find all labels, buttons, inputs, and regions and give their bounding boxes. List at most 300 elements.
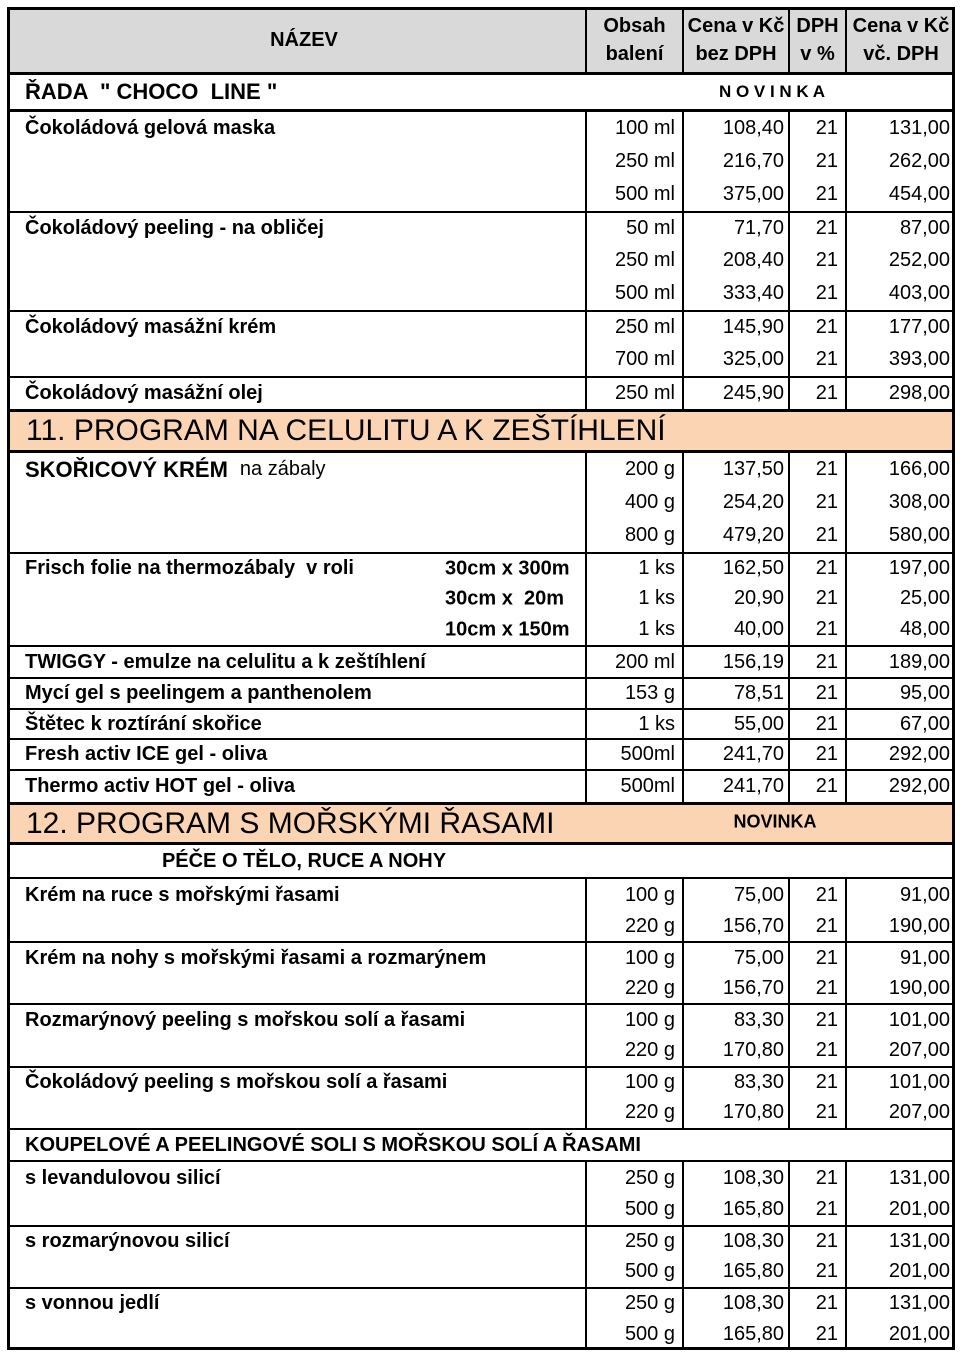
vat-rate: 21 — [815, 1322, 838, 1345]
price-incl-vat-cell — [845, 554, 955, 583]
vat-rate: 21 — [815, 282, 838, 304]
vat-rate-cell — [788, 277, 845, 310]
price-incl-vat: 131,00 — [888, 1292, 950, 1314]
product-name-cell — [7, 554, 585, 583]
price-excl-vat-cell — [682, 343, 788, 376]
product-name-cell — [7, 943, 585, 973]
price-excl-vat-cell — [682, 679, 788, 708]
header-vat-rate-line: DPH — [796, 14, 839, 37]
product-name-cell — [7, 1194, 585, 1225]
vat-rate-cell — [788, 1035, 845, 1066]
vat-rate-cell — [788, 244, 845, 277]
novinka-badge: N O V I N K A — [718, 82, 826, 101]
price-excl-vat-cell — [682, 378, 788, 409]
price-excl-vat: 20,90 — [733, 587, 784, 609]
package-size: 100 g — [624, 883, 675, 906]
product-name: Čokoládový masážní olej — [25, 382, 263, 404]
vat-rate: 21 — [815, 1071, 838, 1093]
product-row — [7, 552, 955, 583]
product-dimension: 30cm x 20m — [445, 587, 564, 609]
package-size: 250 g — [624, 1292, 675, 1314]
vat-rate-cell — [788, 771, 845, 802]
package-size-cell — [585, 710, 682, 738]
price-table — [7, 7, 955, 1350]
price-incl-vat-cell — [845, 178, 955, 211]
price-incl-vat-cell — [845, 213, 955, 244]
vat-rate-cell — [788, 519, 845, 552]
price-excl-vat-cell — [682, 1318, 788, 1350]
vat-rate: 21 — [815, 587, 838, 609]
price-incl-vat-cell — [845, 614, 955, 645]
product-name-cell — [7, 710, 585, 738]
novinka-badge: NOVINKA — [733, 811, 817, 831]
product-row — [7, 1287, 955, 1318]
vat-rate: 21 — [815, 183, 838, 205]
vat-rate: 21 — [815, 217, 838, 239]
product-name: Thermo activ HOT gel - oliva — [25, 775, 296, 797]
vat-rate-cell — [788, 1289, 845, 1318]
package-size-cell — [585, 879, 682, 911]
vat-rate-cell — [788, 740, 845, 769]
price-incl-vat: 201,00 — [888, 1260, 950, 1282]
product-name-cell — [7, 112, 585, 145]
price-excl-vat-cell — [682, 554, 788, 583]
header-package-line: balení — [605, 42, 664, 65]
package-size-cell — [585, 453, 682, 486]
price-excl-vat-cell — [682, 1194, 788, 1225]
header-price-incl-vat-line: vč. DPH — [863, 42, 939, 65]
package-size-cell — [585, 486, 682, 519]
product-name: TWIGGY - emulze na celulitu a k zeštíhlení — [25, 650, 426, 673]
price-incl-vat: 454,00 — [888, 183, 950, 205]
price-excl-vat-cell — [682, 1005, 788, 1035]
product-name: Štětec k roztírání skořice — [25, 712, 262, 735]
product-row — [7, 244, 955, 277]
product-name: Rozmarýnový peeling s mořskou solí a řasami — [25, 1008, 466, 1031]
price-incl-vat-cell — [845, 1005, 955, 1035]
program-title: 11. PROGRAM NA CELULITU A K ZEŠTÍHLENÍ — [26, 414, 666, 447]
price-excl-vat: 170,80 — [722, 1101, 784, 1123]
price-excl-vat-cell — [682, 647, 788, 677]
product-name-cell — [7, 1289, 585, 1318]
package-size: 500 g — [624, 1198, 675, 1220]
package-size-cell — [585, 583, 682, 614]
package-size-cell — [585, 1256, 682, 1287]
vat-rate: 21 — [815, 117, 838, 139]
package-size: 500 g — [624, 1260, 675, 1282]
package-size-cell — [585, 771, 682, 802]
price-excl-vat: 108,30 — [722, 1292, 784, 1314]
price-incl-vat-cell — [845, 973, 955, 1003]
product-name: Čokoládový peeling s mořskou solí a řasami — [25, 1071, 448, 1093]
price-excl-vat: 325,00 — [722, 348, 784, 370]
price-incl-vat: 580,00 — [888, 524, 950, 546]
vat-rate: 21 — [815, 1008, 838, 1031]
price-excl-vat: 208,40 — [722, 249, 784, 271]
vat-rate-cell — [788, 1256, 845, 1287]
header-price-incl-vat-line: Cena v Kč — [852, 14, 950, 37]
price-incl-vat-cell — [845, 1068, 955, 1097]
price-incl-vat-cell — [845, 771, 955, 802]
price-excl-vat-cell — [682, 973, 788, 1003]
price-excl-vat: 254,20 — [722, 491, 784, 513]
price-excl-vat: 241,70 — [722, 775, 784, 797]
package-size-cell — [585, 343, 682, 376]
price-incl-vat: 201,00 — [888, 1198, 950, 1220]
product-name-cell — [7, 679, 585, 708]
price-incl-vat: 308,00 — [888, 491, 950, 513]
product-name-cell — [7, 213, 585, 244]
product-row — [7, 178, 955, 211]
vat-rate-cell — [788, 710, 845, 738]
price-excl-vat: 170,80 — [722, 1039, 784, 1061]
product-row — [7, 911, 955, 941]
program-band — [7, 802, 955, 845]
price-incl-vat-cell — [845, 911, 955, 941]
package-size: 1 ks — [638, 587, 675, 609]
vat-rate-cell — [788, 1005, 845, 1035]
vat-rate-cell — [788, 112, 845, 145]
price-excl-vat-cell — [682, 277, 788, 310]
price-excl-vat: 83,30 — [733, 1008, 784, 1031]
package-size-cell — [585, 1194, 682, 1225]
price-excl-vat-cell — [682, 112, 788, 145]
price-excl-vat: 108,40 — [722, 117, 784, 139]
vat-rate-cell — [788, 1097, 845, 1128]
header-package — [585, 7, 682, 72]
package-size-cell — [585, 1289, 682, 1318]
product-name: Krém na nohy s mořskými řasami a rozmarýnem — [25, 946, 487, 969]
price-excl-vat: 479,20 — [722, 524, 784, 546]
product-name-cell — [7, 1256, 585, 1287]
vat-rate-cell — [788, 312, 845, 343]
price-incl-vat: 101,00 — [888, 1071, 950, 1093]
package-size-cell — [585, 312, 682, 343]
vat-rate: 21 — [815, 650, 838, 673]
price-excl-vat: 165,80 — [722, 1260, 784, 1282]
price-excl-vat: 162,50 — [722, 557, 784, 579]
price-incl-vat-cell — [845, 1035, 955, 1066]
package-size-cell — [585, 519, 682, 552]
product-name: Fresh activ ICE gel - oliva — [25, 743, 268, 765]
vat-rate-cell — [788, 453, 845, 486]
price-excl-vat: 333,40 — [722, 282, 784, 304]
package-size: 100 g — [624, 1071, 675, 1093]
price-excl-vat-cell — [682, 1256, 788, 1287]
package-size-cell — [585, 213, 682, 244]
price-excl-vat: 145,90 — [722, 316, 784, 338]
price-incl-vat-cell — [845, 453, 955, 486]
product-name-cell — [7, 145, 585, 178]
product-name-cell — [7, 519, 585, 552]
package-size-cell — [585, 1162, 682, 1194]
vat-rate: 21 — [815, 491, 838, 513]
vat-rate: 21 — [815, 524, 838, 546]
package-size: 500ml — [620, 743, 675, 765]
price-incl-vat-cell — [845, 244, 955, 277]
package-size: 200 ml — [614, 650, 675, 673]
product-row — [7, 1066, 955, 1097]
vat-rate-cell — [788, 583, 845, 614]
product-row — [7, 211, 955, 244]
price-incl-vat: 95,00 — [899, 682, 950, 704]
vat-rate: 21 — [815, 914, 838, 937]
package-size: 1 ks — [638, 557, 675, 579]
vat-rate: 21 — [815, 883, 838, 906]
price-excl-vat: 71,70 — [733, 217, 784, 239]
product-dimension: 30cm x 300m — [445, 557, 570, 579]
package-size: 100 g — [624, 1008, 675, 1031]
price-excl-vat: 156,19 — [722, 650, 784, 673]
vat-rate: 21 — [815, 382, 838, 404]
price-excl-vat: 55,00 — [733, 712, 784, 735]
price-incl-vat-cell — [845, 277, 955, 310]
vat-rate: 21 — [815, 1039, 838, 1061]
product-name-cell — [7, 647, 585, 677]
price-incl-vat: 393,00 — [888, 348, 950, 370]
price-incl-vat-cell — [845, 112, 955, 145]
product-name-cell — [7, 312, 585, 343]
package-size-cell — [585, 911, 682, 941]
price-excl-vat: 137,50 — [722, 458, 784, 480]
package-size: 500 g — [624, 1322, 675, 1345]
product-row — [7, 941, 955, 973]
vat-rate-cell — [788, 1194, 845, 1225]
price-incl-vat: 91,00 — [899, 946, 950, 969]
price-excl-vat-cell — [682, 519, 788, 552]
package-size-cell — [585, 1318, 682, 1350]
product-name-cell — [7, 453, 585, 486]
package-size: 100 ml — [614, 117, 675, 139]
product-name-cell — [7, 486, 585, 519]
price-incl-vat: 101,00 — [888, 1008, 950, 1031]
header-price-excl-vat — [682, 7, 788, 72]
price-incl-vat-cell — [845, 486, 955, 519]
price-excl-vat-cell — [682, 1289, 788, 1318]
price-excl-vat: 165,80 — [722, 1322, 784, 1345]
product-name-cell — [7, 1097, 585, 1128]
price-incl-vat-cell — [845, 943, 955, 973]
product-name-cell — [7, 614, 585, 645]
price-incl-vat-cell — [845, 1194, 955, 1225]
product-name: Mycí gel s peelingem a panthenolem — [25, 682, 372, 704]
package-size: 200 g — [624, 458, 675, 480]
price-excl-vat: 241,70 — [722, 743, 784, 765]
price-incl-vat-cell — [845, 1289, 955, 1318]
price-incl-vat: 403,00 — [888, 282, 950, 304]
package-size-cell — [585, 1097, 682, 1128]
product-row — [7, 1097, 955, 1128]
product-name: s rozmarýnovou silicí — [25, 1230, 230, 1252]
product-name-cell — [7, 343, 585, 376]
package-size-cell — [585, 244, 682, 277]
header-price-incl-vat — [845, 7, 955, 72]
vat-rate: 21 — [815, 1260, 838, 1282]
price-incl-vat-cell — [845, 1227, 955, 1256]
package-size-cell — [585, 1005, 682, 1035]
price-incl-vat: 131,00 — [888, 1230, 950, 1252]
product-row — [7, 343, 955, 376]
price-incl-vat: 292,00 — [888, 775, 950, 797]
product-row — [7, 112, 955, 145]
vat-rate: 21 — [815, 1198, 838, 1220]
package-size: 250 g — [624, 1230, 675, 1252]
product-row — [7, 879, 955, 911]
vat-rate: 21 — [815, 682, 838, 704]
vat-rate: 21 — [815, 150, 838, 172]
header-name — [7, 7, 585, 72]
package-size-cell — [585, 740, 682, 769]
price-excl-vat-cell — [682, 943, 788, 973]
price-excl-vat: 75,00 — [733, 883, 784, 906]
price-incl-vat-cell — [845, 710, 955, 738]
product-row — [7, 145, 955, 178]
package-size: 250 ml — [614, 382, 675, 404]
package-size: 153 g — [624, 682, 675, 704]
product-row — [7, 583, 955, 614]
product-row — [7, 310, 955, 343]
vat-rate-cell — [788, 647, 845, 677]
group-heading-row — [7, 845, 955, 879]
price-incl-vat: 48,00 — [899, 618, 950, 640]
product-name-cell — [7, 1318, 585, 1350]
group-heading-row — [7, 1128, 955, 1162]
price-incl-vat: 190,00 — [888, 976, 950, 999]
vat-rate: 21 — [815, 946, 838, 969]
product-row — [7, 486, 955, 519]
package-size-cell — [585, 112, 682, 145]
price-incl-vat: 262,00 — [888, 150, 950, 172]
price-incl-vat-cell — [845, 740, 955, 769]
vat-rate-cell — [788, 213, 845, 244]
price-incl-vat-cell — [845, 519, 955, 552]
package-size-cell — [585, 647, 682, 677]
price-incl-vat-cell — [845, 145, 955, 178]
package-size: 500 ml — [614, 183, 675, 205]
product-row — [7, 708, 955, 738]
price-excl-vat-cell — [682, 1227, 788, 1256]
vat-rate-cell — [788, 145, 845, 178]
vat-rate-cell — [788, 879, 845, 911]
vat-rate-cell — [788, 1227, 845, 1256]
product-name: s vonnou jedlí — [25, 1292, 160, 1314]
product-name: Čokoládový masážní krém — [25, 316, 277, 338]
price-incl-vat: 207,00 — [888, 1039, 950, 1061]
package-size-cell — [585, 614, 682, 645]
package-size-cell — [585, 1068, 682, 1097]
product-name-cell — [7, 879, 585, 911]
package-size: 500 ml — [614, 282, 675, 304]
vat-rate: 21 — [815, 1101, 838, 1123]
vat-rate-cell — [788, 178, 845, 211]
price-incl-vat-cell — [845, 1256, 955, 1287]
price-excl-vat-cell — [682, 1162, 788, 1194]
price-incl-vat-cell — [845, 312, 955, 343]
price-excl-vat-cell — [682, 312, 788, 343]
product-name: SKOŘICOVÝ KRÉM — [25, 456, 228, 482]
product-row — [7, 614, 955, 645]
price-excl-vat-cell — [682, 178, 788, 211]
product-row — [7, 738, 955, 769]
product-name-cell — [7, 1035, 585, 1066]
product-name-cell — [7, 277, 585, 310]
header-name-text: NÁZEV — [270, 28, 338, 51]
price-incl-vat: 189,00 — [888, 650, 950, 673]
price-incl-vat-cell — [845, 647, 955, 677]
product-name-cell — [7, 1005, 585, 1035]
product-row — [7, 1035, 955, 1066]
price-incl-vat-cell — [845, 343, 955, 376]
price-incl-vat-cell — [845, 679, 955, 708]
package-size-cell — [585, 554, 682, 583]
vat-rate: 21 — [815, 557, 838, 579]
price-excl-vat-cell — [682, 213, 788, 244]
header-price-excl-vat-line: Cena v Kč — [687, 14, 785, 37]
price-incl-vat-cell — [845, 1162, 955, 1194]
product-row — [7, 1225, 955, 1256]
package-size-cell — [585, 973, 682, 1003]
vat-rate-cell — [788, 486, 845, 519]
price-excl-vat: 216,70 — [722, 150, 784, 172]
vat-rate: 21 — [815, 976, 838, 999]
vat-rate-cell — [788, 554, 845, 583]
product-name: Čokoládová gelová maska — [25, 117, 276, 139]
price-excl-vat-cell — [682, 453, 788, 486]
product-name: s levandulovou silicí — [25, 1166, 221, 1189]
price-excl-vat: 78,51 — [733, 682, 784, 704]
product-row — [7, 1256, 955, 1287]
vat-rate: 21 — [815, 1292, 838, 1314]
product-name: Frisch folie na thermozábaly v roli — [25, 557, 354, 579]
price-incl-vat-cell — [845, 378, 955, 409]
price-incl-vat: 87,00 — [899, 217, 950, 239]
package-size-cell — [585, 1227, 682, 1256]
vat-rate-cell — [788, 1068, 845, 1097]
price-incl-vat-cell — [845, 1097, 955, 1128]
product-name-cell — [7, 1068, 585, 1097]
package-size: 800 g — [624, 524, 675, 546]
price-excl-vat-cell — [682, 244, 788, 277]
vat-rate: 21 — [815, 712, 838, 735]
price-excl-vat: 75,00 — [733, 946, 784, 969]
price-excl-vat-cell — [682, 145, 788, 178]
product-row — [7, 769, 955, 802]
price-excl-vat-cell — [682, 710, 788, 738]
vat-rate: 21 — [815, 1166, 838, 1189]
price-excl-vat: 156,70 — [722, 914, 784, 937]
product-name-cell — [7, 244, 585, 277]
package-size: 220 g — [624, 1101, 675, 1123]
vat-rate: 21 — [815, 249, 838, 271]
package-size: 700 ml — [614, 348, 675, 370]
vat-rate-cell — [788, 943, 845, 973]
group-heading: KOUPELOVÉ A PEELINGOVÉ SOLI S MOŘSKOU SOLÍ A ŘASAMI — [25, 1133, 641, 1156]
package-size: 1 ks — [638, 618, 675, 640]
package-size: 250 ml — [614, 150, 675, 172]
package-size-cell — [585, 145, 682, 178]
vat-rate-cell — [788, 1318, 845, 1350]
vat-rate-cell — [788, 973, 845, 1003]
product-row — [7, 519, 955, 552]
product-row — [7, 277, 955, 310]
program-title: 12. PROGRAM S MOŘSKÝMI ŘASAMI — [26, 806, 555, 840]
vat-rate-cell — [788, 343, 845, 376]
product-row — [7, 453, 955, 486]
price-incl-vat: 131,00 — [888, 1166, 950, 1189]
price-incl-vat: 201,00 — [888, 1322, 950, 1345]
package-size: 500ml — [620, 775, 675, 797]
product-name-cell — [7, 1227, 585, 1256]
